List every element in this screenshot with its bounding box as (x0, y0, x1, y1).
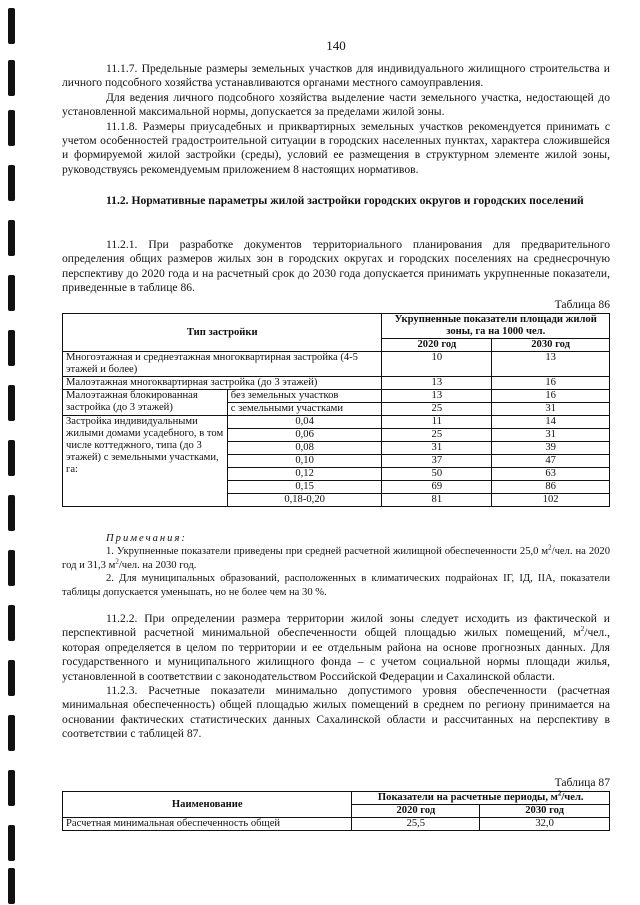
binder-hole (8, 110, 15, 146)
value-2030: 63 (492, 468, 610, 481)
header-2020: 2020 год (352, 805, 480, 818)
value-2030: 102 (492, 494, 610, 507)
binder-hole (8, 330, 15, 366)
header-name: Наименование (63, 792, 352, 818)
table-86-caption: Таблица 86 (554, 298, 610, 311)
binder-hole (8, 275, 15, 311)
table-row (63, 390, 610, 403)
paragraph-11-2-2: 11.2.2. При определении размера территории жилой зоны следует исходить из фактической и перспективной расчетной минимальной обеспеченности общей площадью жилых помещений, $м^2$/чел., которая определяется в целом по территории и ее отдельным района на основе прогнозных данных. Для государственного и муниципального жилищного фонда – с учетом социальной нормы площади жилья, установленной в соответствии с законодательством Российской Федерации и Сахалинской области. (62, 612, 610, 683)
section-heading-11-2: 11.2. Нормативные параметры жилой застройки городских округов и городских поселений (106, 194, 584, 207)
plot-area: 0,06 (227, 429, 382, 442)
value-2030: 31 (492, 403, 610, 416)
binder-hole (8, 660, 15, 696)
value-2020: 11 (382, 416, 492, 429)
value-2020: 13 (382, 377, 492, 390)
value-2030: 31 (492, 429, 610, 442)
binder-hole (8, 825, 15, 861)
notes-title: Примечания: (106, 533, 187, 544)
header-2030: 2030 год (480, 805, 610, 818)
value-2020: 69 (382, 481, 492, 494)
table-row (63, 377, 610, 390)
table-row (63, 352, 610, 377)
row-label: Застройка индивидуальными жилыми домами усадебного, в том числе коттеджного, типа (до 3 этажей) с земельными участками, га: (63, 416, 228, 507)
binder-hole (8, 495, 15, 531)
note-2: 2. Для муниципальных образований, расположенных в климатических подрайонах IГ, IД, IIА, показатели таблицы допускается уменьшать, но не более чем на 30 %. (62, 573, 610, 598)
table-86 (62, 313, 610, 507)
plot-area: 0,04 (227, 416, 382, 429)
binder-holes (8, 0, 16, 905)
section-11-1-text (62, 62, 610, 177)
binder-hole (8, 868, 15, 904)
header-building-type: Тип застройки (63, 314, 382, 352)
value-2030: 32,0 (480, 818, 610, 831)
table-87 (62, 791, 610, 831)
plot-area: 0,08 (227, 442, 382, 455)
table-86-notes (62, 532, 610, 599)
value-2030: 13 (492, 352, 610, 377)
table-row (63, 416, 610, 429)
binder-hole (8, 8, 15, 44)
value-2030: 47 (492, 455, 610, 468)
value-2020: 13 (382, 390, 492, 403)
binder-hole (8, 165, 15, 201)
note-1: 1. Укрупненные показатели приведены при средней расчетной жилищной обеспеченности 25,0 $м^2$/чел. на 2020 год и 31,3 $м^2$/чел. на 2030 год. (62, 543, 611, 571)
page-number: 140 (326, 38, 346, 53)
binder-hole (8, 440, 15, 476)
row-label: Расчетная минимальная обеспеченность общей (63, 818, 352, 831)
value-2030: 39 (492, 442, 610, 455)
paragraph-11-2-3: 11.2.3. Расчетные показатели минимально допустимого уровня обеспеченности (расчетная минимальная обеспеченность) общей площадью жилых помещений в среднем по региону принимается на основании фактических статистических данных Сахалинской области и рассчитанных на перспективу в соответствии с таблицей 87. (62, 684, 610, 741)
paragraph-11-1-7: 11.1.7. Предельные размеры земельных участков для индивидуального жилищного строительства и личного подсобного хозяйства устанавливаются органами местного самоуправления. (62, 62, 610, 90)
binder-hole (8, 385, 15, 421)
header-2030: 2030 год (492, 339, 610, 352)
value-2020: 81 (382, 494, 492, 507)
value-2020: 50 (382, 468, 492, 481)
binder-hole (8, 770, 15, 806)
value-2030: 16 (492, 390, 610, 403)
binder-hole (8, 220, 15, 256)
plot-area: 0,10 (227, 455, 382, 468)
binder-hole (8, 605, 15, 641)
value-2020: 25 (382, 429, 492, 442)
paragraph-11-1-8: 11.1.8. Размеры приусадебных и приквартирных земельных участков рекомендуется принимать с учетом особенностей градостроительной ситуации в городских населенных пунктах, характера сложившейся и формируемой жилой застройки (среды), условий ее размещения в структурном элементе жилой зоны, руководствуясь рекомендуемым приложением 8 настоящих нормативов. (62, 119, 610, 176)
value-2020: 25 (382, 403, 492, 416)
row-sublabel: с земельными участками (227, 403, 382, 416)
table-header-row (63, 792, 610, 805)
binder-hole (8, 715, 15, 751)
header-indicators: Укрупненные показатели площади жилой зоны, га на 1000 чел. (382, 314, 610, 339)
value-2020: 37 (382, 455, 492, 468)
value-2030: 14 (492, 416, 610, 429)
row-label: Малоэтажная многоквартирная застройка (до 3 этажей) (63, 377, 382, 390)
value-2030: 86 (492, 481, 610, 494)
row-sublabel: без земельных участков (227, 390, 382, 403)
binder-hole (8, 60, 15, 96)
plot-area: 0,15 (227, 481, 382, 494)
header-indicators: Показатели на расчетные периоды, $м^2$/чел. (352, 792, 610, 805)
header-2020: 2020 год (382, 339, 492, 352)
value-2020: 10 (382, 352, 492, 377)
value-2030: 16 (492, 377, 610, 390)
table-87-caption: Таблица 87 (554, 776, 610, 789)
value-2020: 25,5 (352, 818, 480, 831)
table-row (63, 818, 610, 831)
table-header-row (63, 314, 610, 339)
value-2020: 31 (382, 442, 492, 455)
row-label: Малоэтажная блокированная застройка (до 3 этажей) (63, 390, 228, 416)
row-label: Многоэтажная и среднеэтажная многоквартирная застройка (4-5 этажей и более) (63, 352, 382, 377)
paragraph-11-1-7-b: Для ведения личного подсобного хозяйства выделение части земельного участка, недостающей до установленной максимальной нормы, допускается за пределами жилой зоны. (62, 90, 610, 119)
plot-area: 0,12 (227, 468, 382, 481)
paragraph-11-2-1: 11.2.1. При разработке документов территориального планирования для предварительного определения общих размеров жилых зон в городских округах и городских поселениях на среднесрочную перспективу до 2020 года и на расчетный срок до 2030 года допускается принимать укрупненные показатели, приведенные в таблице 86. (62, 238, 610, 295)
plot-area: 0,18-0,20 (227, 494, 382, 507)
binder-hole (8, 550, 15, 586)
